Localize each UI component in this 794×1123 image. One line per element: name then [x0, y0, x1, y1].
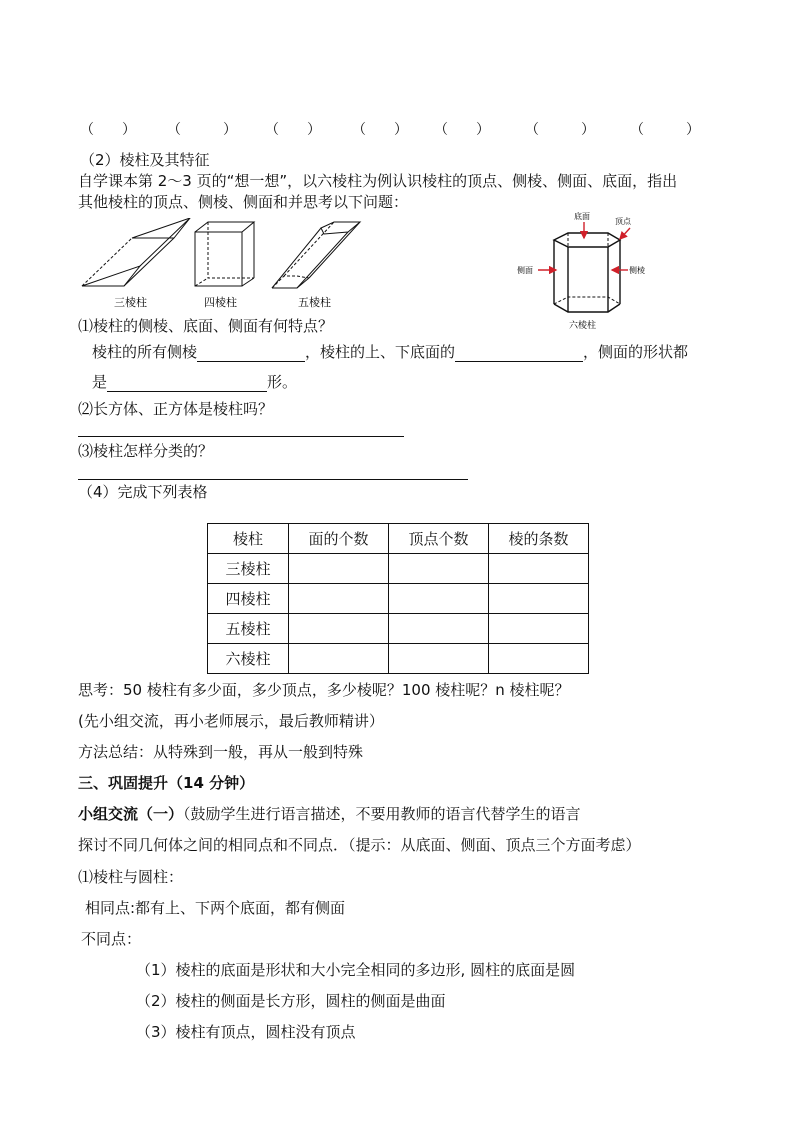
- side-edge-callout: 侧棱: [629, 266, 645, 275]
- base-face-callout: 底面: [574, 212, 590, 221]
- difference-item: （1）棱柱的底面是形状和大小完全相同的多边形, 圆柱的底面是圆: [136, 961, 576, 979]
- difference-item: （2）棱柱的侧面是长方形，圆柱的侧面是曲面: [136, 992, 446, 1010]
- table-header-cell: 面的个数: [289, 524, 389, 554]
- empty-cell[interactable]: [289, 614, 389, 644]
- think-question: 思考：50 棱柱有多少面，多少顶点，多少棱呢？100 棱柱呢？n 棱柱呢？: [78, 681, 570, 699]
- section-heading: 三、巩固提升（14 分钟）: [78, 774, 255, 792]
- table-row: [208, 584, 589, 614]
- fill-blank-side-face-shape[interactable]: [107, 375, 267, 392]
- row-label: 六棱柱: [208, 644, 289, 674]
- blank-paren[interactable]: （ ）: [434, 122, 490, 138]
- row-label: 五棱柱: [208, 614, 289, 644]
- blank-paren[interactable]: （ ）: [525, 122, 595, 138]
- answer-line-q3[interactable]: [78, 479, 468, 480]
- table-header-row: [208, 524, 589, 554]
- empty-cell[interactable]: [289, 584, 389, 614]
- quadrangular-prism-figure: [195, 222, 254, 286]
- table-row: [208, 614, 589, 644]
- pentagonal-prism-label: 五棱柱: [298, 296, 331, 309]
- text-fragment: ，棱柱的上、下底面的: [305, 343, 456, 361]
- think-instruction: (先小组交流，再小老师展示，最后教师精讲）: [78, 712, 384, 730]
- triangular-prism-label: 三棱柱: [114, 296, 147, 309]
- difference-label: 不同点：: [81, 930, 142, 948]
- table-header-cell: 棱柱: [208, 524, 289, 554]
- text-fragment: ，侧面的形状都: [583, 343, 689, 361]
- empty-cell[interactable]: [389, 584, 489, 614]
- explore-text: 探讨不同几何体之间的相同点和不同点．（提示：从底面、侧面、顶点三个方面考虑）: [78, 836, 641, 854]
- triangular-prism-figure: [82, 218, 190, 286]
- fill-blank-side-edges[interactable]: [197, 345, 305, 362]
- row-label: 三棱柱: [208, 554, 289, 584]
- blank-paren[interactable]: （ ）: [80, 122, 136, 138]
- vertex-arrow: [620, 228, 630, 239]
- section-heading: （2）棱柱及其特征: [80, 151, 210, 169]
- empty-cell[interactable]: [289, 554, 389, 584]
- difference-item: （3）棱柱有顶点，圆柱没有顶点: [136, 1023, 356, 1041]
- intro-text: 自学课本第 2～3 页的“想一想”，以六棱柱为例认识棱柱的顶点、侧棱、侧面、底面，指出: [78, 172, 678, 190]
- empty-cell[interactable]: [389, 644, 489, 674]
- question-4: （4）完成下列表格: [78, 483, 208, 501]
- empty-cell[interactable]: [489, 614, 589, 644]
- empty-cell[interactable]: [489, 584, 589, 614]
- hexagonal-prism-figure: [512, 208, 662, 332]
- table-header-cell: 顶点个数: [389, 524, 489, 554]
- text-fragment: 是: [92, 373, 108, 391]
- table-row: [208, 644, 589, 674]
- empty-cell[interactable]: [389, 614, 489, 644]
- side-face-callout: 侧面: [517, 266, 533, 275]
- pentagonal-prism-figure: [272, 222, 360, 288]
- answer-line-2: [92, 372, 297, 392]
- comparison-item: ⑴棱柱与圆柱：: [78, 868, 184, 886]
- text-fragment: 棱柱的所有侧棱: [92, 343, 198, 361]
- answer-line-q2[interactable]: [78, 436, 404, 437]
- blank-paren[interactable]: （ ）: [167, 122, 237, 138]
- question-2: ⑵长方体、正方体是棱柱吗？: [78, 400, 274, 418]
- group-discussion-line: [78, 804, 581, 824]
- group-discussion-title: 小组交流（一）: [78, 805, 184, 823]
- hexagonal-prism-label: 六棱柱: [569, 321, 597, 331]
- blank-parentheses-row: [0, 119, 794, 139]
- intro-text: 其他棱柱的顶点、侧棱、侧面和并思考以下问题：: [78, 193, 409, 211]
- prism-figures: [76, 218, 376, 313]
- empty-cell[interactable]: [489, 644, 589, 674]
- blank-paren[interactable]: （ ）: [352, 122, 408, 138]
- table-header-cell: 棱的条数: [489, 524, 589, 554]
- fill-blank-base-faces[interactable]: [455, 345, 583, 362]
- similarity-text: 相同点:都有上、下两个底面，都有侧面: [85, 899, 346, 917]
- vertex-callout: 顶点: [615, 217, 631, 226]
- blank-paren[interactable]: （ ）: [630, 122, 700, 138]
- empty-cell[interactable]: [289, 644, 389, 674]
- group-discussion-note: （鼓励学生进行语言描述，不要用教师的语言代替学生的语言: [183, 805, 581, 823]
- prism-count-table: [207, 523, 589, 674]
- question-1: ⑴棱柱的侧棱、底面、侧面有何特点？: [78, 317, 334, 335]
- method-summary: 方法总结：从特殊到一般，再从一般到特殊: [78, 743, 364, 761]
- empty-cell[interactable]: [489, 554, 589, 584]
- quadrangular-prism-label: 四棱柱: [204, 296, 237, 309]
- empty-cell[interactable]: [389, 554, 489, 584]
- blank-paren[interactable]: （ ）: [265, 122, 321, 138]
- row-label: 四棱柱: [208, 584, 289, 614]
- question-3: ⑶棱柱怎样分类的？: [78, 442, 214, 460]
- table-row: [208, 554, 589, 584]
- text-fragment: 形。: [267, 373, 298, 391]
- answer-line-1: [92, 342, 688, 362]
